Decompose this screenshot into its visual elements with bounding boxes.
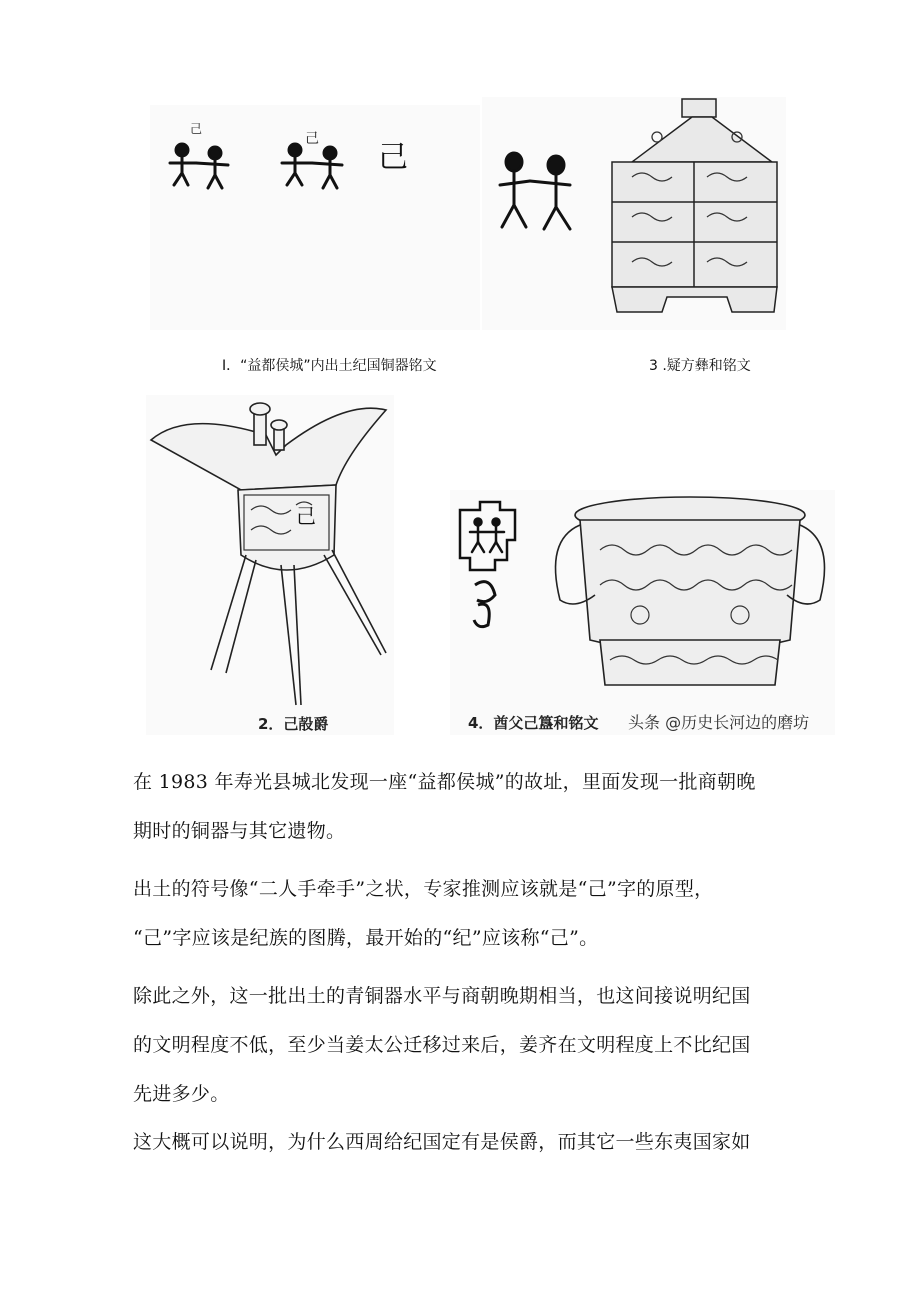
paragraph-line: 这大概可以说明，为什么西周给纪国定有是侯爵，而其它一些东夷国家如 [133,1131,751,1153]
jue-glyph: 己 [296,504,316,528]
caption-figure-2: 2．己㱿爵 [258,715,329,733]
figure-inscriptions [150,105,480,330]
caption-figure-1: I．“益都侯城”内出土纪国铜器铭文 [222,358,437,374]
glyph-ji-mid: 己 [305,131,319,147]
figure-jue [146,395,394,735]
caption-figure-3: 3 .疑方彝和铭文 [649,358,751,374]
paragraph-1 [133,758,793,856]
glyph-ji-small: 己 [190,122,203,136]
watermark-text: 头条 @历史长河边的磨坊 [628,713,810,732]
fangyi-drawing [482,97,786,330]
jue-drawing [146,395,394,735]
inscription-drawing [150,105,480,330]
paragraph-line: 期时的铜器与其它遗物。 [133,820,346,842]
paragraph-line: 在 1983 年寿光县城北发现一座“益都侯城”的故址，里面发现一批商朝晚 [133,771,756,793]
paragraph-line: “己”字应该是纪族的图腾，最开始的“纪”应该称“己”。 [133,927,599,949]
figure-gui [450,490,835,735]
glyph-ji-large: 己 [378,140,408,175]
paragraph-4 [133,1118,793,1167]
paragraph-line: 除此之外，这一批出土的青铜器水平与商朝晚期相当，也这间接说明纪国 [133,985,751,1007]
figure-fangyi [482,97,786,330]
paragraph-line: 先进多少。 [133,1083,230,1105]
caption-figure-4: 4．酋父己簋和铭文 [468,714,599,732]
paragraph-line: 的文明程度不低，至少当姜太公迁移过来后，姜齐在文明程度上不比纪国 [133,1034,751,1056]
paragraph-2 [133,865,793,963]
paragraph-3 [133,972,793,1119]
gui-drawing [450,490,835,735]
paragraph-line: 出土的符号像“二人手牵手”之状，专家推测应该就是“己”字的原型， [133,878,714,900]
